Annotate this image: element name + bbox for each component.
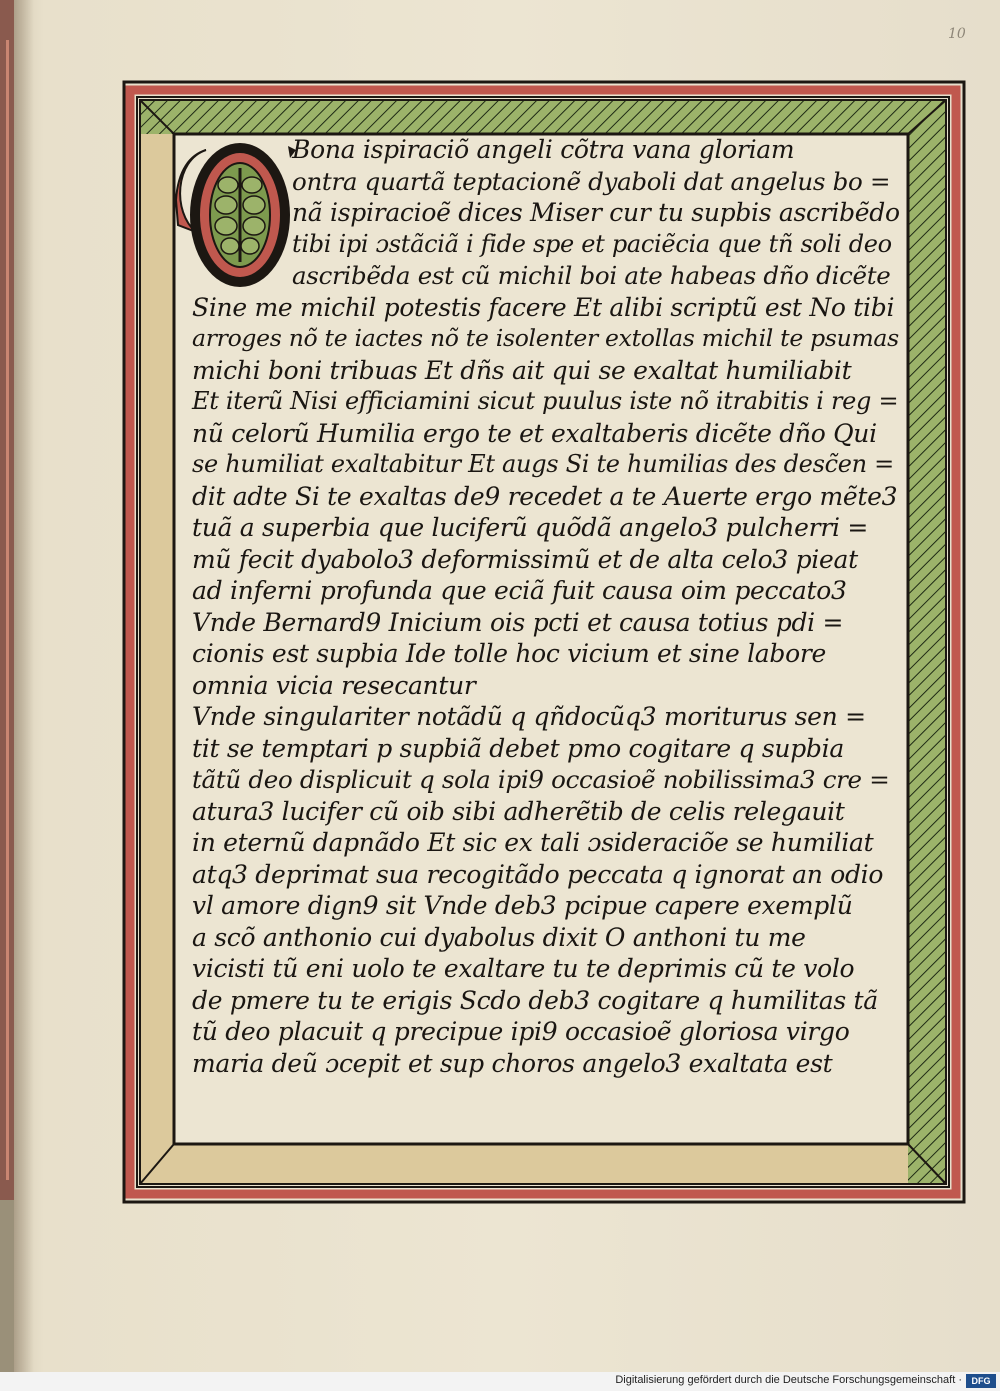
- text-line: in eternũ dapnãdo Et sic ex tali ɔsideraciõe se humiliat: [192, 828, 874, 857]
- text-line: tũ deo placuit q precipue ipi9 occasioẽ gloriosa virgo: [192, 1017, 850, 1046]
- text-line: Bona ispiraciõ angeli cõtra vana gloriam: [292, 135, 795, 164]
- text-line: Sine me michil potestis facere Et alibi scriptũ est No tibi: [192, 292, 895, 322]
- text-line: maria deũ ɔcepit et sup choros angelo3 exaltata est: [192, 1048, 833, 1078]
- text-line: ascribẽda est cũ michil boi ate habeas dño dicẽte: [292, 261, 891, 290]
- green-hatch-right: [908, 100, 946, 1184]
- text-line: nũ celorũ Humilia ergo te et exaltaberis dicẽte dño Qui: [192, 418, 877, 448]
- text-line: arroges nõ te iactes nõ te isolenter extollas michil te psumas: [192, 324, 899, 352]
- text-line: dit adte Si te exaltas de9 recedet a te Auerte ergo mẽte3: [192, 481, 898, 511]
- text-line: atura3 lucifer cũ oib sibi adherẽtib de celis relegauit: [192, 796, 845, 826]
- folio-number: 10: [948, 26, 966, 42]
- text-line: nã ispiracioẽ dices Miser cur tu supbis ascribẽdo: [292, 198, 900, 227]
- green-hatch-top: [140, 100, 946, 134]
- text-line: michi boni tribuas Et dñs ait qui se exaltat humiliabit: [192, 355, 852, 385]
- text-line: de pmere tu te erigis Scdo deb3 cogitare q humilitas tã: [192, 985, 878, 1015]
- text-line: Vnde singulariter notãdũ q qñdocũq3 moriturus sen =: [192, 702, 866, 731]
- text-line: tit se temptari p supbiã debet pmo cogitare q supbia: [192, 733, 844, 763]
- text-line: a scõ anthonio cui dyabolus dixit O anthoni tu me: [192, 922, 806, 952]
- text-line: Vnde Bernard9 Inicium ois pcti et causa totius pdi =: [192, 607, 844, 637]
- funding-credit: Digitalisierung gefördert durch die Deutsche Forschungsgemeinschaft ·: [615, 1374, 962, 1386]
- dfg-logo: DFG: [966, 1374, 996, 1388]
- ochre-band-left: [140, 134, 174, 1184]
- ochre-band-bottom: [140, 1144, 908, 1184]
- text-line: atq3 deprimat sua recogitãdo peccata q ignorat an odio: [192, 859, 884, 889]
- text-line: tuã a superbia que luciferũ quõdã angelo3 pulcherri =: [192, 513, 868, 542]
- text-line: se humiliat exaltabitur Et augs Si te humilias des desc̃en =: [192, 450, 894, 478]
- text-line: Et iterũ Nisi efficiamini sicut puulus iste nõ itrabitis i reg =: [192, 387, 899, 415]
- footer-bar: [0, 1372, 1000, 1391]
- text-line: omnia vicia resecantur: [192, 670, 476, 700]
- text-line: ontra quartã teptacionẽ dyaboli dat angelus bo =: [292, 166, 891, 196]
- text-line: tãtũ deo displicuit q sola ipi9 occasioẽ nobilissima3 cre =: [192, 765, 890, 794]
- text-line: ad inferni profunda que eciã fuit causa oim peccato3: [192, 576, 847, 605]
- text-line: vicisti tũ eni uolo te exaltare tu te deprimis cũ te volo: [192, 954, 855, 983]
- text-line: vl amore dign9 sit Vnde deb3 pcipue capere exemplũ: [192, 891, 853, 920]
- text-line: cionis est supbia Ide tolle hoc vicium et sine labore: [192, 639, 827, 668]
- text-line: mũ fecit dyabolo3 deformissimũ et de alta celo3 pieat: [192, 544, 858, 574]
- text-line: tibi ipi ɔstãciã i fide spe et paciẽcia que tñ soli deo: [292, 229, 892, 258]
